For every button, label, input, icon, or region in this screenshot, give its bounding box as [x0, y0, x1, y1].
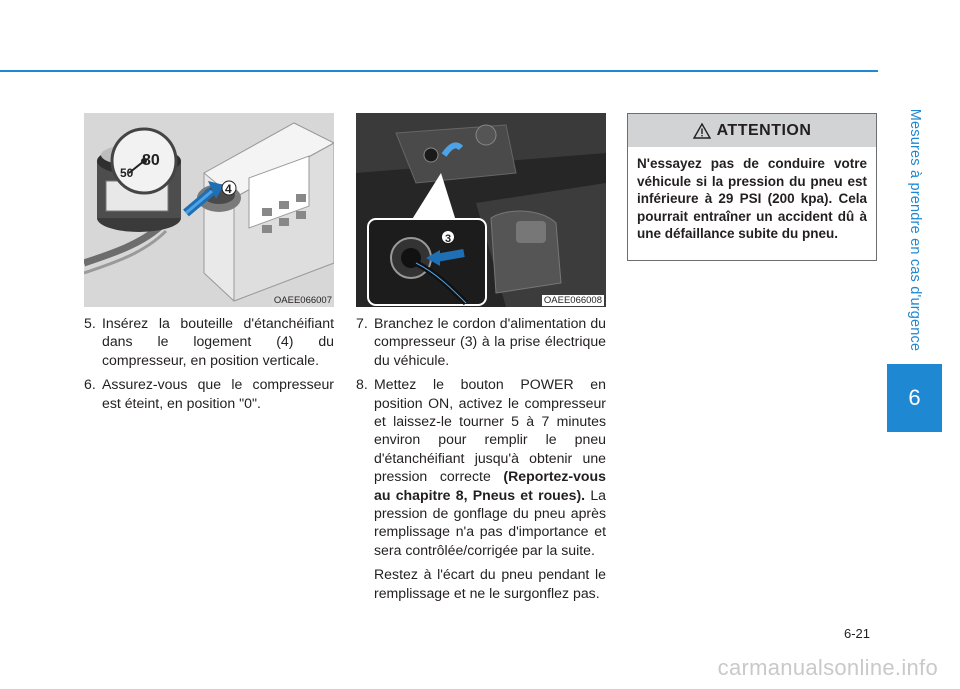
compressor-illustration: [84, 113, 334, 307]
step-7: [356, 314, 606, 369]
watermark: carmanualsonline.info: [717, 655, 938, 680]
chapter-side-tab: [887, 90, 942, 370]
callout-3: 3: [445, 233, 452, 245]
chapter-number: 6: [908, 385, 921, 410]
step-text: Assurez-vous que le compresseur est éteint, en position "0".: [102, 376, 334, 411]
figure-compressor-bottle: [84, 113, 334, 307]
caution-text: N'essayez pas de conduire votre véhicule si la pression du pneu est inférieure à 29 PSI (200 kpa). Cela pourrait entraîner un accident dû à une défaillance subite du pneu.: [637, 156, 867, 241]
step-6: [84, 375, 334, 412]
warning-triangle-icon: [693, 123, 711, 139]
gauge-small-number: 50: [120, 166, 134, 180]
caution-header: [628, 114, 876, 147]
step-number: 8.: [356, 376, 368, 393]
page-number: 6-21: [844, 626, 871, 641]
step-text: [374, 375, 606, 559]
instructions-column-2: [356, 314, 606, 602]
step-number: 7.: [356, 315, 368, 331]
step-number: 6.: [84, 376, 96, 393]
step-number: 5.: [84, 315, 96, 331]
step-text: Branchez le cordon d'alimentation du compresseur (3) à la prise électrique du véhicule.: [374, 315, 606, 368]
instructions-column-1: [84, 314, 334, 418]
caution-box: [627, 113, 877, 261]
figure-code: OAEE066008: [543, 295, 602, 306]
figure-code: OAEE066007: [273, 295, 332, 306]
step-8: [356, 375, 606, 559]
step-text: Insérez la bouteille d'étanchéifiant dans le logement (4) du compresseur, en position verticale.: [102, 315, 334, 368]
chapter-title: Mesures à prendre en cas d'urgence: [906, 108, 923, 352]
step-8-continuation: Restez à l'écart du pneu pendant le remplissage et ne le surgonflez pas.: [374, 566, 606, 601]
gauge-large-number: 80: [142, 152, 160, 169]
callout-4: 4: [225, 182, 232, 196]
console-illustration: [356, 113, 606, 307]
step-8-text-b: La pression de gonflage du pneu après remplissage n'a pas d'importance et sera contrôlée/corrigée par la suite.: [374, 486, 607, 558]
figure-power-outlet: [356, 113, 606, 307]
caution-title: ATTENTION: [716, 121, 812, 139]
step-8-text-a: Mettez le bouton POWER en position ON, activez le compresseur et laissez-le tourner 5 à 7 minutes environ pour remplir le pneu d'étanchéifiant jusqu'à obtenir une pression correcte: [374, 376, 606, 485]
chapter-number-box: [887, 364, 942, 432]
header-rule: [0, 70, 878, 72]
chapter-reference: (Reportez-vous au chapitre 8, Pneus et roues).: [374, 468, 606, 503]
step-5: [84, 314, 334, 369]
